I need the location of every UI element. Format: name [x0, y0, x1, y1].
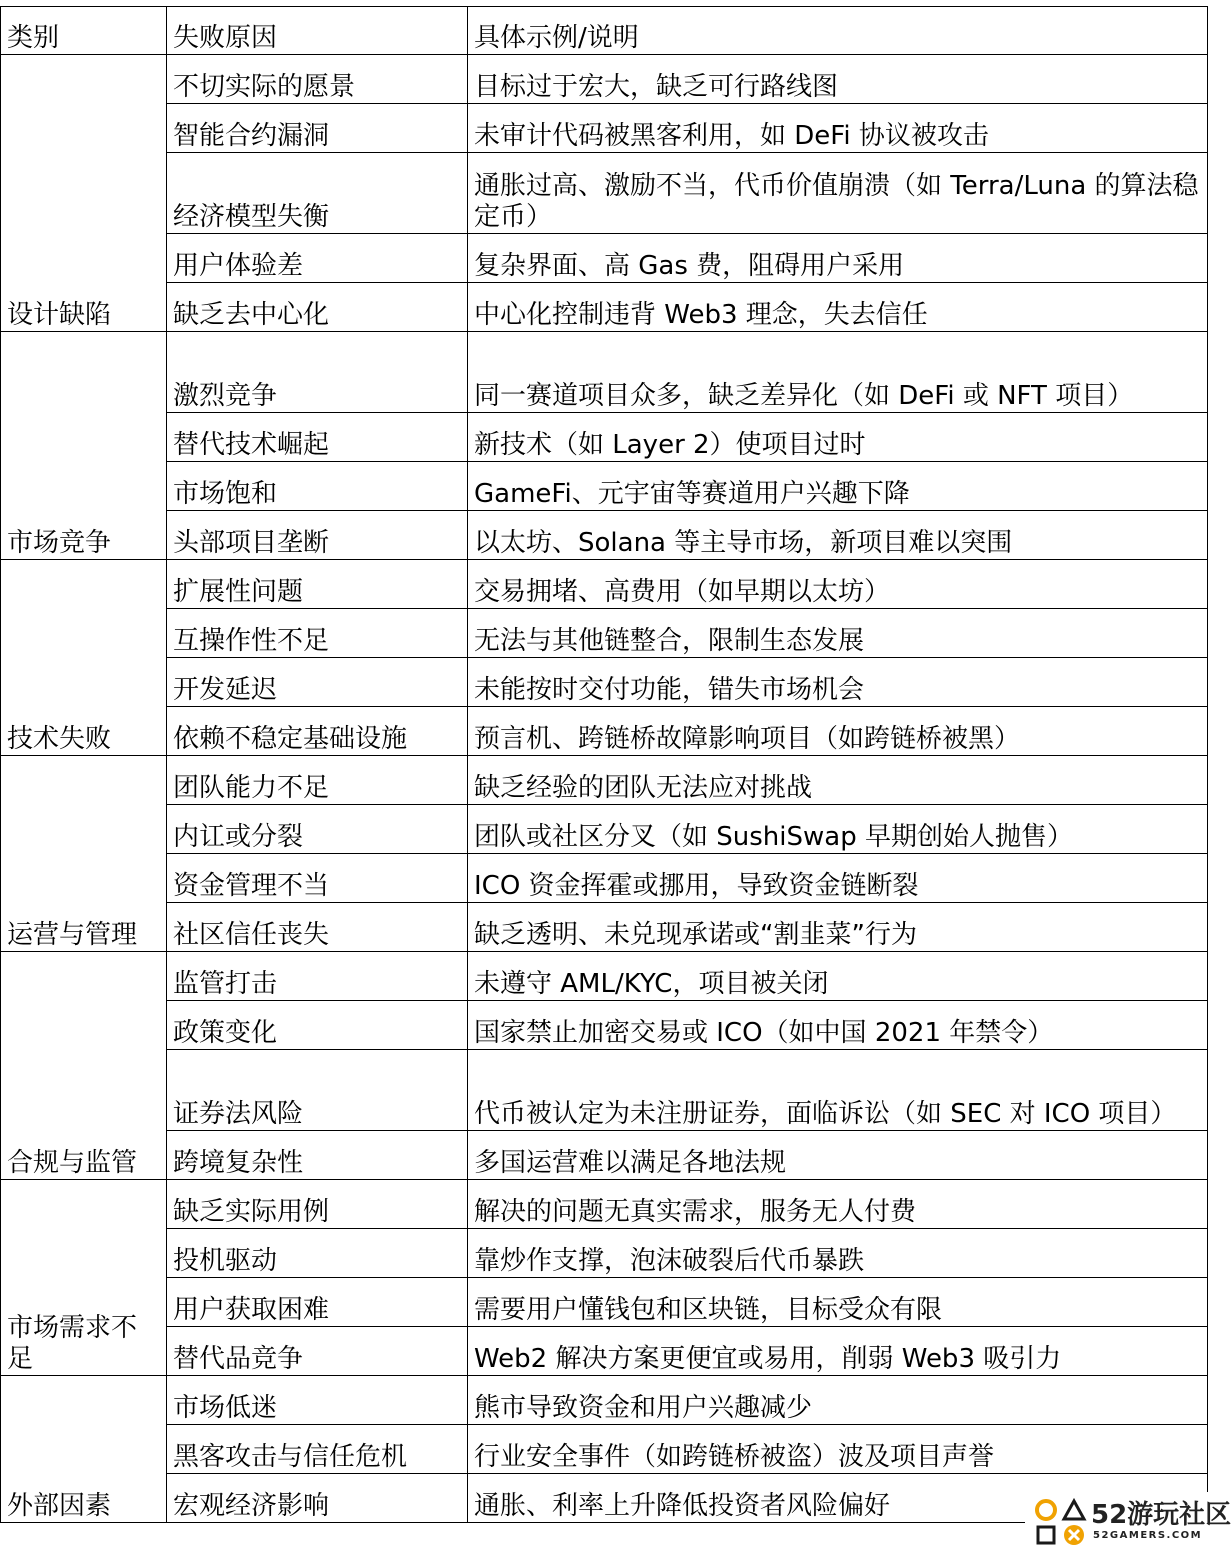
table-row — [1, 952, 1208, 1001]
table-row — [1, 1425, 1208, 1474]
reason-cell: 不切实际的愿景 — [167, 55, 468, 104]
example-cell: 通胀过高、激励不当，代币价值崩溃（如 Terra/Luna 的算法稳定币） — [468, 153, 1208, 234]
example-cell: 目标过于宏大，缺乏可行路线图 — [468, 55, 1208, 104]
table-row — [1, 560, 1208, 609]
table-row — [1, 104, 1208, 153]
example-cell: 新技术（如 Layer 2）使项目过时 — [468, 413, 1208, 462]
table-row — [1, 283, 1208, 332]
reason-cell: 替代技术崛起 — [167, 413, 468, 462]
reason-cell: 证券法风险 — [167, 1050, 468, 1131]
example-cell: ICO 资金挥霍或挪用，导致资金链断裂 — [468, 854, 1208, 903]
header-reason: 失败原因 — [167, 7, 468, 55]
table-row — [1, 1001, 1208, 1050]
example-cell: 通胀、利率上升降低投资者风险偏好 — [468, 1474, 1208, 1523]
example-cell: 团队或社区分叉（如 SushiSwap 早期创始人抛售） — [468, 805, 1208, 854]
reason-cell: 投机驱动 — [167, 1229, 468, 1278]
example-cell: 未审计代码被黑客利用，如 DeFi 协议被攻击 — [468, 104, 1208, 153]
table-row — [1, 805, 1208, 854]
example-cell: 复杂界面、高 Gas 费，阻碍用户采用 — [468, 234, 1208, 283]
reason-cell: 头部项目垄断 — [167, 511, 468, 560]
table-row — [1, 511, 1208, 560]
reason-cell: 缺乏实际用例 — [167, 1180, 468, 1229]
category-cell: 技术失败 — [1, 560, 167, 756]
reason-cell: 资金管理不当 — [167, 854, 468, 903]
category-cell: 市场需求不足 — [1, 1180, 167, 1376]
table-row — [1, 1278, 1208, 1327]
category-cell: 合规与监管 — [1, 952, 167, 1180]
reason-cell: 互操作性不足 — [167, 609, 468, 658]
reason-cell: 监管打击 — [167, 952, 468, 1001]
table-row — [1, 413, 1208, 462]
category-cell: 市场竞争 — [1, 332, 167, 560]
reason-cell: 内讧或分裂 — [167, 805, 468, 854]
example-cell: 交易拥堵、高费用（如早期以太坊） — [468, 560, 1208, 609]
example-cell: 以太坊、Solana 等主导市场，新项目难以突围 — [468, 511, 1208, 560]
reason-cell: 依赖不稳定基础设施 — [167, 707, 468, 756]
table-row — [1, 1180, 1208, 1229]
example-cell: 靠炒作支撑，泡沫破裂后代币暴跌 — [468, 1229, 1208, 1278]
example-cell: 缺乏经验的团队无法应对挑战 — [468, 756, 1208, 805]
reason-cell: 开发延迟 — [167, 658, 468, 707]
reason-cell: 市场低迷 — [167, 1376, 468, 1425]
category-cell: 运营与管理 — [1, 756, 167, 952]
table-row — [1, 55, 1208, 104]
reason-cell: 团队能力不足 — [167, 756, 468, 805]
watermark-url: 52GAMERS.COM — [1093, 1530, 1203, 1541]
table-row — [1, 462, 1208, 511]
table-row — [1, 1229, 1208, 1278]
reason-cell: 跨境复杂性 — [167, 1131, 468, 1180]
table-header-row — [1, 7, 1208, 55]
reason-cell: 扩展性问题 — [167, 560, 468, 609]
category-cell: 设计缺陷 — [1, 55, 167, 332]
gamepad-buttons-icon — [1033, 1498, 1089, 1548]
table-row — [1, 153, 1208, 234]
table-row — [1, 1376, 1208, 1425]
table-row — [1, 707, 1208, 756]
example-cell: 多国运营难以满足各地法规 — [468, 1131, 1208, 1180]
example-cell: 无法与其他链整合，限制生态发展 — [468, 609, 1208, 658]
reason-cell: 替代品竞争 — [167, 1327, 468, 1376]
reason-cell: 智能合约漏洞 — [167, 104, 468, 153]
table-row — [1, 658, 1208, 707]
table-row — [1, 1327, 1208, 1376]
example-cell: 代币被认定为未注册证券，面临诉讼（如 SEC 对 ICO 项目） — [468, 1050, 1208, 1131]
header-category: 类别 — [1, 7, 167, 55]
example-cell: 国家禁止加密交易或 ICO（如中国 2021 年禁令） — [468, 1001, 1208, 1050]
header-example: 具体示例/说明 — [468, 7, 1208, 55]
example-cell: 熊市导致资金和用户兴趣减少 — [468, 1376, 1208, 1425]
example-cell: 未遵守 AML/KYC，项目被关闭 — [468, 952, 1208, 1001]
reason-cell: 用户体验差 — [167, 234, 468, 283]
table-row — [1, 756, 1208, 805]
table-row — [1, 332, 1208, 413]
reason-cell: 经济模型失衡 — [167, 153, 468, 234]
example-cell: GameFi、元宇宙等赛道用户兴趣下降 — [468, 462, 1208, 511]
table-row — [1, 234, 1208, 283]
reason-cell: 社区信任丧失 — [167, 903, 468, 952]
example-cell: 同一赛道项目众多，缺乏差异化（如 DeFi 或 NFT 项目） — [468, 332, 1208, 413]
watermark-logo[interactable] — [1025, 1492, 1231, 1554]
example-cell: 行业安全事件（如跨链桥被盗）波及项目声誉 — [468, 1425, 1208, 1474]
example-cell: 中心化控制违背 Web3 理念，失去信任 — [468, 283, 1208, 332]
table-row — [1, 609, 1208, 658]
example-cell: 解决的问题无真实需求，服务无人付费 — [468, 1180, 1208, 1229]
failure-reasons-table — [0, 6, 1208, 1523]
reason-cell: 市场饱和 — [167, 462, 468, 511]
reason-cell: 用户获取困难 — [167, 1278, 468, 1327]
reason-cell: 激烈竞争 — [167, 332, 468, 413]
example-cell: 需要用户懂钱包和区块链，目标受众有限 — [468, 1278, 1208, 1327]
table-row — [1, 1050, 1208, 1131]
example-cell: 预言机、跨链桥故障影响项目（如跨链桥被黑） — [468, 707, 1208, 756]
table-row — [1, 854, 1208, 903]
reason-cell: 黑客攻击与信任危机 — [167, 1425, 468, 1474]
reason-cell: 宏观经济影响 — [167, 1474, 468, 1523]
example-cell: Web2 解决方案更便宜或易用，削弱 Web3 吸引力 — [468, 1327, 1208, 1376]
table-row — [1, 1131, 1208, 1180]
reason-cell: 缺乏去中心化 — [167, 283, 468, 332]
watermark-brand: 52游玩社区 — [1091, 1500, 1231, 1530]
example-cell: 缺乏透明、未兑现承诺或“割韭菜”行为 — [468, 903, 1208, 952]
reason-cell: 政策变化 — [167, 1001, 468, 1050]
category-cell: 外部因素 — [1, 1376, 167, 1523]
example-cell: 未能按时交付功能，错失市场机会 — [468, 658, 1208, 707]
table-row — [1, 903, 1208, 952]
